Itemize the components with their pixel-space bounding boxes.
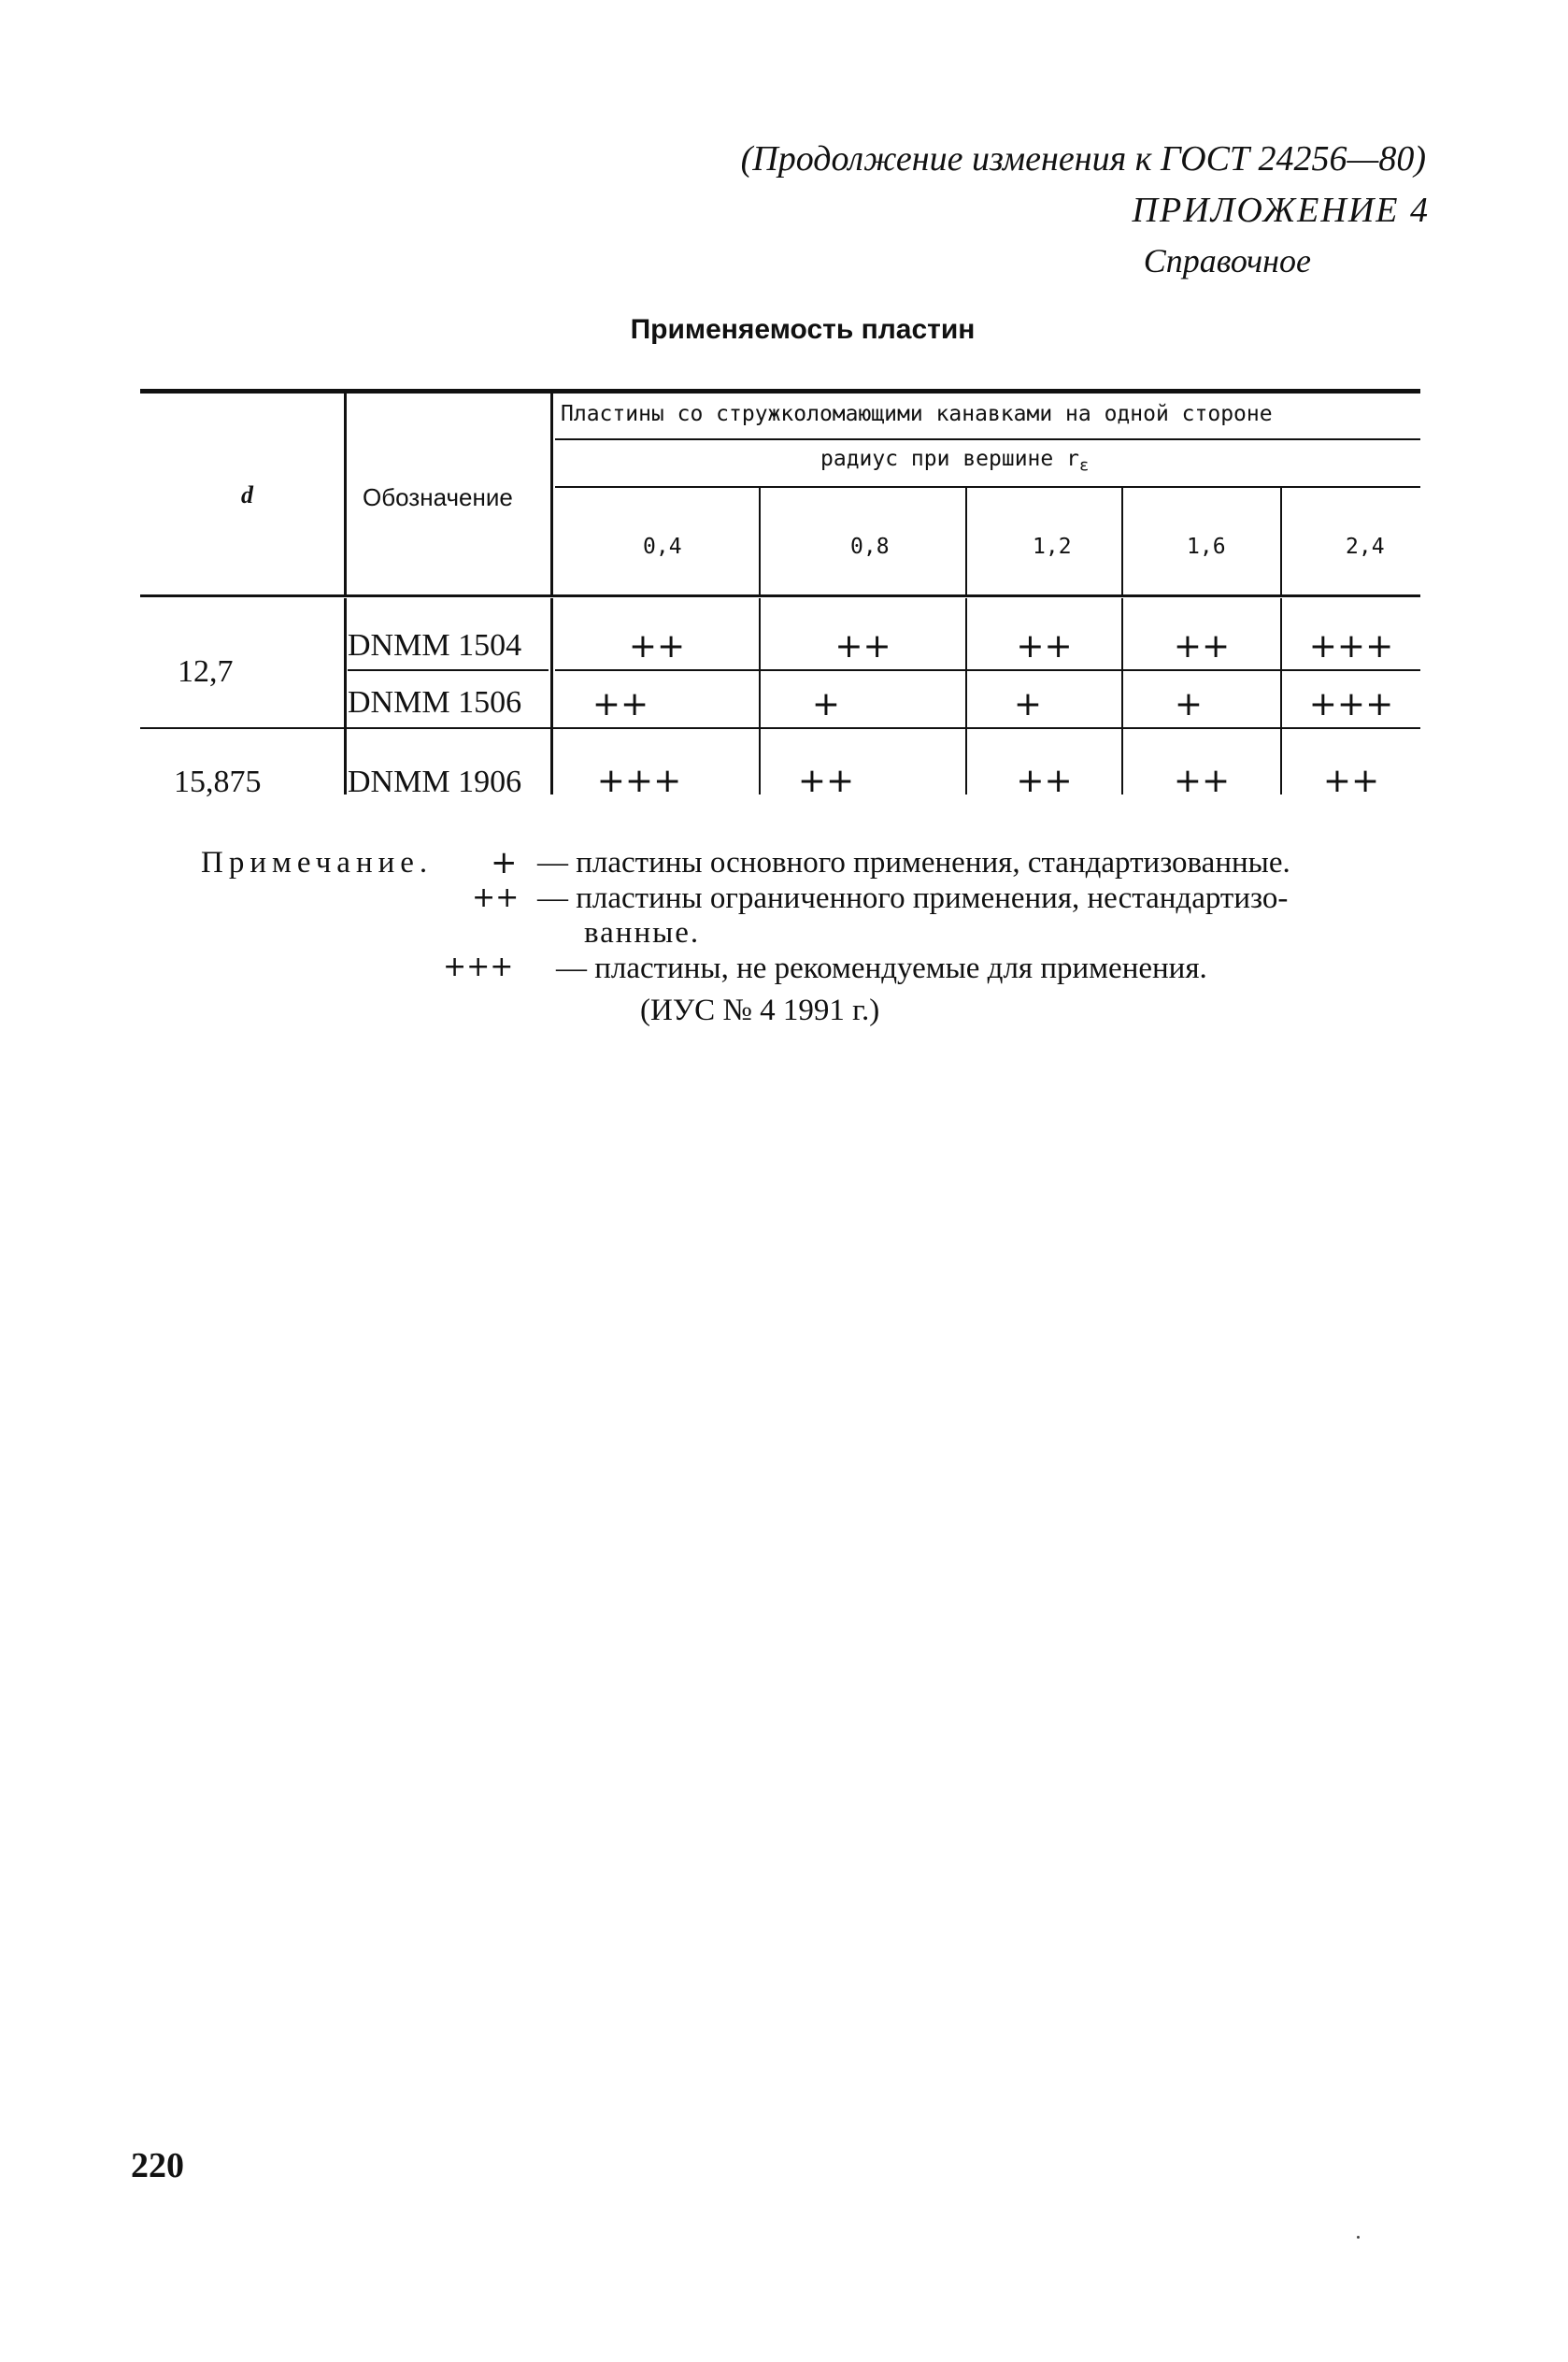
table-title: Применяемость пластин — [630, 314, 976, 345]
col-divider-radius-1 — [759, 488, 761, 594]
table-cell-d: 15,875 — [174, 765, 262, 799]
table-cell-designation: DNMM 1504 — [348, 628, 522, 663]
table-cell-mark: ++ — [1173, 627, 1231, 666]
table-cell-mark: ++ — [1016, 762, 1073, 800]
col-divider-radius-2 — [965, 488, 967, 594]
radius-subscript: ε — [1078, 456, 1090, 476]
radius-header-text: радиус при вершине r — [820, 447, 1079, 471]
note-label: Примечание. — [201, 846, 434, 880]
table-cell-designation: DNMM 1506 — [348, 685, 522, 720]
radius-header — [820, 447, 1089, 476]
radius-value: 2,4 — [1346, 535, 1385, 559]
col-divider-radius-4 — [1280, 488, 1282, 594]
table-cell-mark: ++ — [628, 627, 686, 666]
note-text-3: — пластины, не рекомендуемые для применения. — [556, 952, 1207, 985]
designation-underline-2 — [348, 727, 549, 729]
note-symbol-3: +++ — [443, 951, 514, 983]
group-header: Пластины со стружколомающими канавками на одной стороне — [561, 402, 1273, 426]
note-text-1: — пластины основного применения, стандартизованные. — [537, 846, 1290, 880]
column-header-designation: Обозначение — [363, 483, 513, 511]
row-separator-2 — [140, 727, 1420, 729]
appendix-title: ПРИЛОЖЕНИЕ 4 — [1132, 191, 1430, 230]
table-cell-mark: +++ — [596, 762, 682, 800]
table-cell-mark: ++ — [1173, 762, 1231, 800]
radius-value: 1,6 — [1187, 535, 1226, 559]
table-cell-mark: ++ — [592, 685, 649, 723]
row-separator-1 — [555, 669, 1420, 671]
col-divider-radius-3 — [1121, 488, 1123, 594]
table-cell-mark: ++ — [797, 762, 855, 800]
table-cell-mark: + — [1013, 685, 1043, 723]
radius-header-rule — [555, 486, 1420, 488]
column-header-d: d — [241, 481, 253, 508]
radius-value: 0,8 — [850, 535, 890, 559]
note-symbol-1: + — [491, 844, 518, 881]
table-cell-mark: +++ — [1308, 685, 1394, 723]
note-text-2-continuation: ванные. — [584, 916, 701, 950]
reference-label: Справочное — [1143, 242, 1311, 279]
table-cell-mark: + — [1174, 685, 1204, 723]
table-cell-mark: ++ — [1016, 627, 1073, 666]
continuation-header: (Продолжение изменения к ГОСТ 24256—80) — [740, 139, 1426, 179]
radius-value: 1,2 — [1033, 535, 1072, 559]
note-text-2: — пластины ограниченного применения, нестандартизо- — [537, 881, 1289, 915]
radius-value: 0,4 — [643, 535, 682, 559]
table-cell-mark: +++ — [1308, 627, 1394, 666]
table-cell-designation: DNMM 1906 — [348, 765, 522, 799]
col-divider-designation-body — [550, 598, 553, 794]
table-cell-mark: + — [811, 685, 841, 723]
scan-dot — [1357, 2236, 1360, 2239]
col-divider-designation — [550, 394, 553, 595]
col-divider-d — [344, 394, 347, 595]
table-top-rule — [140, 389, 1420, 394]
table-cell-mark: ++ — [834, 627, 891, 666]
page-number: 220 — [131, 2146, 184, 2185]
header-bottom-rule — [140, 594, 1420, 597]
group-header-rule — [555, 438, 1420, 440]
note-source: (ИУС № 4 1991 г.) — [640, 994, 880, 1027]
col-divider-d-body — [344, 598, 347, 794]
designation-underline-1 — [348, 669, 549, 671]
table-cell-mark: ++ — [1322, 762, 1380, 800]
note-symbol-2: ++ — [472, 881, 520, 914]
table-cell-d: 12,7 — [178, 654, 234, 689]
